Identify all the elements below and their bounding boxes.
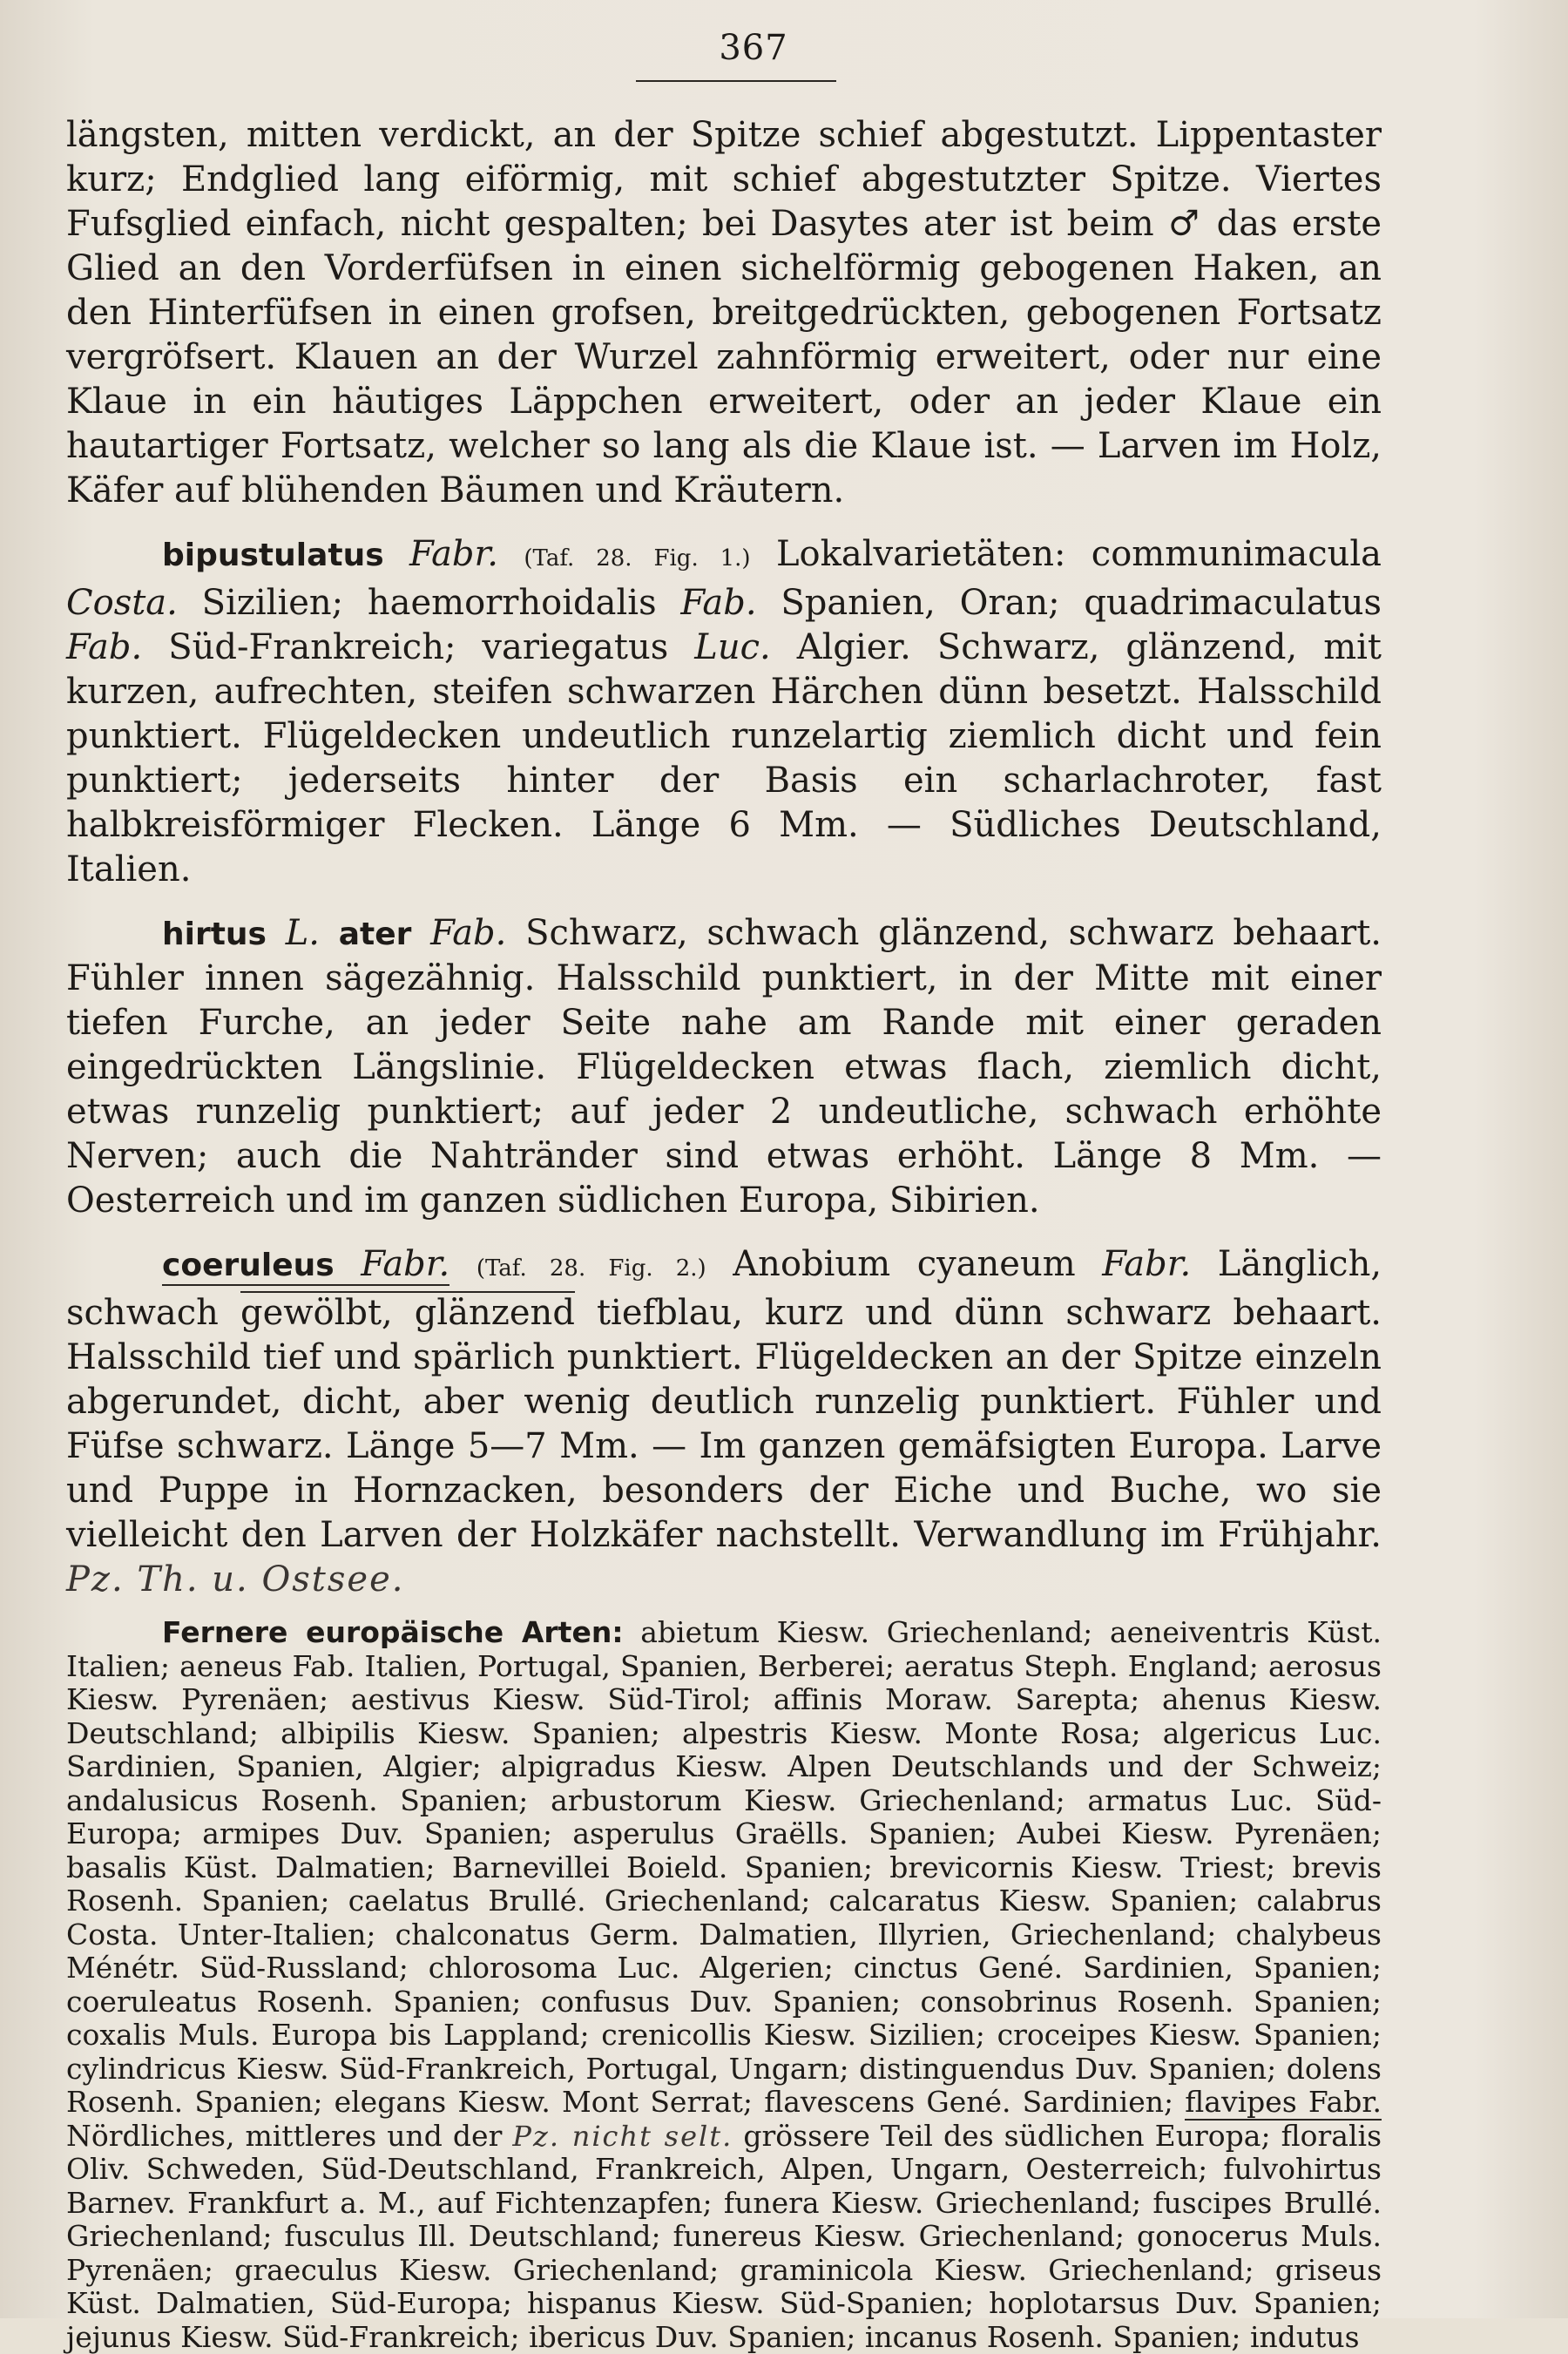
page-number: 367: [719, 28, 788, 68]
intro-paragraph: längsten, mitten verdickt, an der Spitze schief abgestutzt. Lippentaster kurz; Endglied lang eiförmig, mit schief abgestutzter Spitze. Viertes Fufsglied einfach, nicht gespalten; bei Dasytes ater ist beim ♂ das erste Glied an den Vorderfüfsen in einen sichelförmig gebogenen Haken, an den Hinterfüfsen in einen grofsen, breitgedrückten, gebogenen Fortsatz vergröfsert. Klauen an der Wurzel zahnförmig erweitert, oder nur eine Klaue in ein häutiges Läppchen erweitert, oder an jeder Klaue ein hautartiger Fortsatz, welcher so lang als die Klaue ist. — Larven im Holz, Käfer auf blühenden Bäumen und Kräutern.: [66, 115, 1382, 511]
text-run: Lokalvarietäten: communimacula: [775, 534, 1382, 574]
author-run: Luc.: [694, 627, 771, 667]
handwritten-annotation-2: Pz. nicht selt.: [512, 2119, 733, 2153]
text-column: [66, 113, 1382, 2354]
synonym-author: Fab.: [430, 913, 507, 953]
species-name: bipustulatus: [162, 538, 384, 573]
species-author: L.: [285, 913, 321, 953]
text-run: Sizilien; haemorrhoidalis: [201, 583, 657, 623]
synonym-name: ater: [338, 917, 412, 952]
further-text-3: grössere Teil des südlichen Europa;: [743, 2118, 1271, 2153]
text-run: tiefblau, kurz und dünn schwarz behaart. Halsschild tief und spärlich punktiert. Flügeldecken an der Spitze einzeln abgerundet, dicht, aber wenig deutlich runzelig punktiert. Fühler und Füfse schwarz. Länge 5—7 Mm. — Im ganzen gemäfsigten Europa. Larve und Puppe in Hornzacken, besonders der Eiche und Buche, wo sie vielleicht den Larven der Holzkäfer nachstellt. Verwandlung im Frühjahr.: [66, 1293, 1382, 1555]
flavipes-underlined: flavipes Fabr.: [1185, 2085, 1382, 2119]
species-text: Schwarz, schwach glänzend, schwarz behaart. Fühler innen sägezähnig. Halsschild punktiert, in der Mitte mit einer tiefen Furche, an jeder Seite nahe am Rande mit einer geraden eingedrückten Längslinie. Flügeldecken etwas flach, ziemlich dicht, etwas runzelig punktiert; auf jeder 2 undeutliche, schwach erhöhte Nerven; auch die Nahtränder sind etwas erhöht. Länge 8 Mm. — Oesterreich und im ganzen südlichen Europa, Sibirien.: [66, 913, 1382, 1221]
further-text-4: floralis Oliv. Schweden, Süd-Deutschland, Frankreich, Alpen, Ungarn, Oesterreich; fulvohirtus Barnev. Frankfurt a. M., auf Fichtenzapfen; funera Kiesw. Griechenland; fuscipes Brullé. Griechenland; fusculus Ill. Deutschland; funereus Kiesw. Griechenland; gonocerus Muls. Pyrenäen; graeculus Kiesw. Griechenland; graminicola Kiesw. Griechenland; griseus Küst. Dalmatien, Süd-Europa; hispanus Kiesw. Süd-Spanien; hoplotarsus Duv. Spanien; jejunus Kiesw. Süd-Frankreich; ibericus Duv. Spanien; incanus Rosenh. Spanien; indutus: [66, 2118, 1382, 2354]
author-run: Fabr.: [1102, 1244, 1192, 1284]
further-text-1: abietum Kiesw. Griechenland; aeneiventris Küst. Italien; aeneus Fab. Italien, Portugal, Spanien, Berberei; aeratus Steph. England; aerosus Kiesw. Pyrenäen; aestivus Kiesw. Süd-Tirol; affinis Moraw. Sarepta; ahenus Kiesw. Deutschland; albipilis Kiesw. Spanien; alpestris Kiesw. Monte Rosa; algericus Luc. Sardinien, Spanien, Algier; alpigradus Kiesw. Alpen Deutschlands und der Schweiz; andalusicus Rosenh. Spanien; arbustorum Kiesw. Griechenland; armatus Luc. Süd-Europa; armipes Duv. Spanien; asperulus Graëlls. Spanien; Aubei Kiesw. Pyrenäen; basalis Küst. Dalmatien; Barnevillei Boield. Spanien; brevicornis Kiesw. Triest; brevis Rosenh. Spanien; caelatus Brullé. Griechenland; calcaratus Kiesw. Spanien; calabrus Costa. Unter-Italien; chalconatus Germ. Dalmatien, Illyrien, Griechenland; chalybeus Ménétr. Süd-Russland; chlorosoma Luc. Algerien; cinctus Gené. Sardinien, Spanien; coeruleatus Rosenh. Spanien; confusus Duv. Spanien; consobrinus Rosenh. Spanien; coxalis Muls. Europa bis Lappland; crenicollis Kiesw. Sizilien; croceipes Kiesw. Spanien; cylindricus Kiesw. Süd-Frankreich, Portugal, Ungarn; distinguendus Duv. Spanien; dolens Rosenh. Spanien; elegans Kiesw. Mont Serrat; flavescens Gené. Sardinien;: [66, 1615, 1382, 2119]
species-name: coeruleus: [162, 1248, 335, 1283]
species-hirtus: [66, 911, 1382, 1223]
text-run: Länglich, schwach: [66, 1244, 1382, 1333]
author-run: Fab.: [680, 583, 757, 623]
header-rule: [636, 80, 836, 82]
species-coeruleus: [66, 1242, 1382, 1602]
author-run: Costa.: [66, 583, 178, 623]
further-text-2: Nördliches, mittleres und der: [66, 2118, 503, 2153]
species-author: Fabr.: [361, 1244, 450, 1284]
overlined-run: gewölbt, glänzend: [240, 1293, 575, 1333]
further-heading: Fernere europäische Arten:: [162, 1615, 624, 1649]
handwritten-annotation: Pz. Th. u. Ostsee.: [66, 1559, 405, 1600]
text-run: Anobium cyaneum: [733, 1244, 1076, 1284]
further-species: [66, 1616, 1382, 2354]
author-run: Fab.: [66, 627, 143, 667]
species-name: hirtus: [162, 917, 267, 952]
species-bipustulatus: [66, 532, 1382, 892]
text-run: Algier. Schwarz, glänzend, mit kurzen, aufrechten, steifen schwarzen Härchen dünn besetzt. Halsschild punktiert. Flügeldecken undeutlich runzelartig ziemlich dicht und fein punktiert; jederseits hinter der Basis ein scharlachroter, fast halbkreisförmiger Flecken. Länge 6 Mm. — Südliches Deutschland, Italien.: [66, 627, 1382, 890]
plate-ref: (Taf. 28. Fig. 2.): [476, 1255, 706, 1282]
species-author: Fabr.: [409, 534, 498, 574]
plate-ref: (Taf. 28. Fig. 1.): [524, 545, 751, 572]
text-run: Spanien, Oran; quadrimaculatus: [781, 583, 1382, 623]
text-run: Süd-Frankreich; variegatus: [168, 627, 669, 667]
